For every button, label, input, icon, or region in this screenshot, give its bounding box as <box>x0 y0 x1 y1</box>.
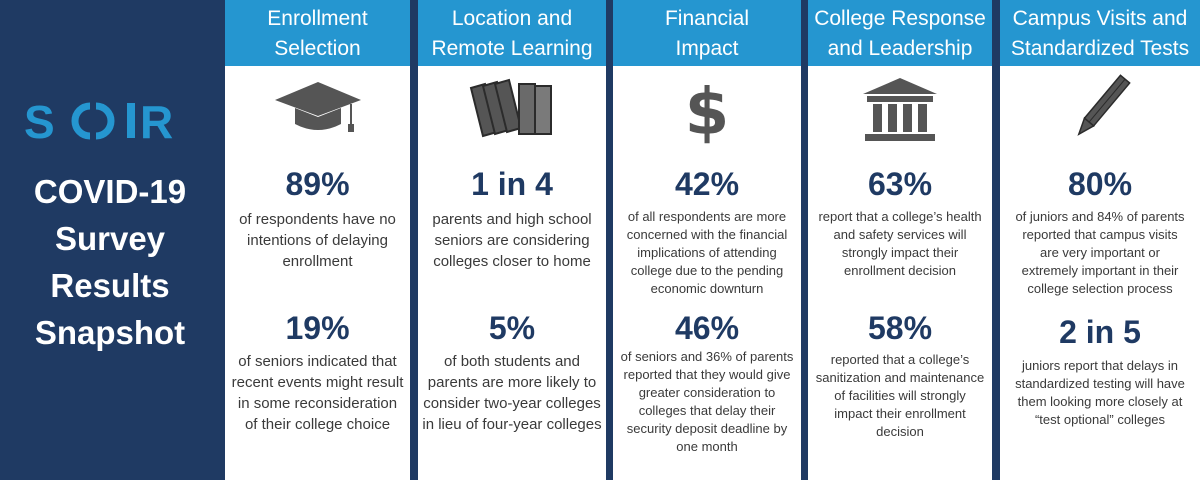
stat-description <box>225 209 410 272</box>
stat-description <box>418 351 606 435</box>
books-icon <box>467 74 557 144</box>
stat-line: reported that a college’s <box>830 352 970 367</box>
stat-value: 19% <box>285 310 350 346</box>
header-line: Campus Visits and <box>1012 7 1188 30</box>
stat-value: 2 in 5 <box>1059 314 1141 350</box>
header-line: Location and <box>451 7 573 30</box>
stat-line: of seniors indicated that <box>238 353 397 370</box>
stat-value: 63% <box>867 166 933 202</box>
stat-line: one month <box>676 439 738 454</box>
stat-line: impact their enrollment <box>834 406 966 421</box>
header-line: Enrollment <box>267 7 368 30</box>
header-line: Standardized Tests <box>1010 37 1190 60</box>
column-financial <box>613 0 801 480</box>
svg-text:S: S <box>24 96 56 144</box>
stat-line: of all respondents are more <box>627 209 787 224</box>
stat-line: of their college choice <box>244 416 391 433</box>
stat-line: strongly impact their <box>841 245 959 260</box>
stat-line: of juniors and 84% of parents <box>1015 209 1185 224</box>
stat-line: reported that campus visits <box>1022 227 1178 242</box>
stat-line: of respondents have no <box>239 211 396 228</box>
stat-line: decision <box>876 424 924 439</box>
stat-line: in some reconsideration <box>237 395 398 412</box>
stat-description <box>1000 357 1200 429</box>
stat-line: of seniors and 36% of parents <box>620 349 794 364</box>
column-header <box>418 0 606 66</box>
survey-title <box>0 168 220 356</box>
stat-line: in lieu of four-year colleges <box>422 416 602 433</box>
stat-line: are very important or <box>1040 245 1160 260</box>
column-header <box>613 0 801 66</box>
stat-line: of facilities will strongly <box>834 388 966 403</box>
svg-text:R: R <box>140 96 174 144</box>
stat-line: them looking more closely at <box>1017 394 1183 409</box>
stat-value: 5% <box>488 310 536 346</box>
scoir-logo <box>24 96 194 144</box>
stat-line: consider two-year colleges <box>423 395 601 412</box>
stat-description <box>808 351 992 441</box>
stat-line: extremely important in their <box>1021 263 1179 278</box>
stat-line: and safety services will <box>833 227 967 242</box>
column-leadership <box>808 0 992 480</box>
stat-line: seniors are considering <box>434 232 590 249</box>
stat-description <box>225 351 410 435</box>
column-header <box>808 0 992 66</box>
header-line: Remote Learning <box>431 37 593 60</box>
stat-description <box>613 208 801 298</box>
column-header <box>1000 0 1200 66</box>
stat-line: standardized testing will have <box>1015 376 1185 391</box>
stat-line: enrollment <box>282 253 353 270</box>
stat-line: college due to the pending <box>630 263 784 278</box>
stat-description <box>418 209 606 272</box>
stat-line: economic downturn <box>650 281 764 296</box>
stat-value: 1 in 4 <box>471 166 553 202</box>
stat-value: 42% <box>674 166 740 202</box>
stat-line: parents are more likely to <box>427 374 597 391</box>
title-line: Survey <box>54 220 166 257</box>
stat-line: security deposit deadline by <box>626 421 788 436</box>
stat-line: of both students and <box>444 353 580 370</box>
stat-description <box>613 348 801 456</box>
title-line: Results <box>50 267 170 304</box>
column-campus-visits <box>1000 0 1200 480</box>
stat-description <box>1000 208 1200 298</box>
stat-line: reported that they would give <box>623 367 791 382</box>
stat-line: implications of attending <box>637 245 777 260</box>
stat-line: colleges that delay their <box>638 403 776 418</box>
stat-description <box>808 208 992 280</box>
header-line: Impact <box>675 37 739 60</box>
stat-value: 58% <box>867 310 933 346</box>
dollar-icon <box>662 74 752 144</box>
stat-line: recent events might result <box>231 374 404 391</box>
column-header <box>225 0 410 66</box>
stat-line: concerned with the financial <box>626 227 788 242</box>
header-line: College Response <box>814 7 986 30</box>
graduation-cap-icon <box>273 74 363 144</box>
stat-line: enrollment decision <box>843 263 956 278</box>
title-line: COVID-19 <box>33 173 187 210</box>
stat-line: juniors report that delays in <box>1021 358 1179 373</box>
stat-line: sanitization and maintenance <box>815 370 985 385</box>
header-line: Selection <box>274 37 361 60</box>
title-line: Snapshot <box>34 314 186 351</box>
column-location <box>418 0 606 480</box>
stat-line: intentions of delaying <box>247 232 388 249</box>
stat-value: 80% <box>1067 166 1133 202</box>
column-enrollment <box>225 0 410 480</box>
svg-text:$: $ <box>684 76 730 144</box>
header-line: Financial <box>664 7 750 30</box>
stat-line: greater consideration to <box>638 385 776 400</box>
stat-line: “test optional” colleges <box>1034 412 1166 427</box>
stat-line: parents and high school <box>432 211 592 228</box>
institution-icon <box>855 74 945 144</box>
stat-line: college selection process <box>1027 281 1173 296</box>
header-line: and Leadership <box>827 37 973 60</box>
brand-panel <box>0 0 225 480</box>
stat-line: colleges closer to home <box>433 253 591 270</box>
stat-line: report that a college’s health <box>818 209 982 224</box>
stat-value: 46% <box>674 310 740 346</box>
stat-value: 89% <box>285 166 350 202</box>
pencil-icon <box>1055 74 1145 144</box>
